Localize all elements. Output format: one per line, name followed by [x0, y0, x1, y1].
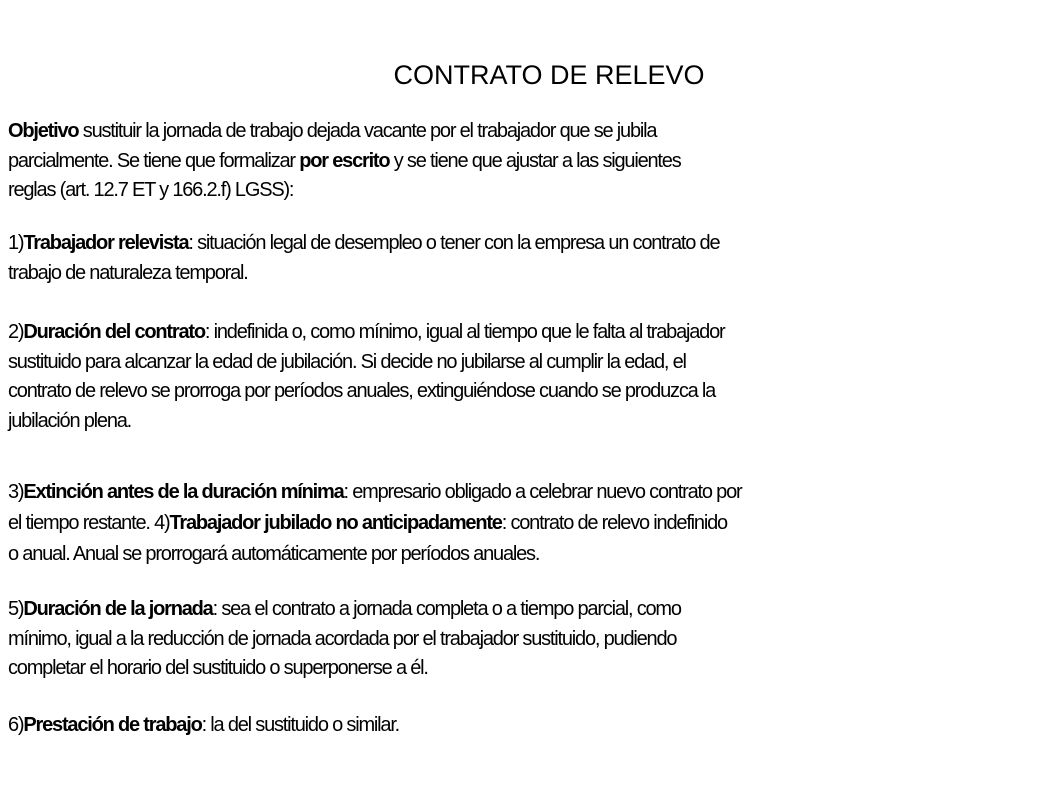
- rule-2-line-1: [8, 318, 1054, 348]
- rule-5-line-2: mínimo, igual a la reducción de jornada acordada por el trabajador sustituido, pudiendo: [8, 627, 677, 650]
- rule-2-text-1: : indefinida o, como mínimo, igual al tiempo que le falta al trabajador: [204, 321, 725, 343]
- rule-6-line-1: [8, 711, 1054, 741]
- rule-3-term: Extinción antes de la duración mínima: [23, 481, 344, 503]
- rule-6-paragraph: [8, 711, 1054, 741]
- rule-5-line-1: [8, 595, 1054, 625]
- rule-1-number: 1): [8, 232, 24, 254]
- rule-2-term: Duración del contrato: [23, 321, 205, 343]
- rule-1-line-2: trabajo de naturaleza temporal.: [8, 261, 248, 284]
- objetivo-line-2: [8, 147, 1054, 177]
- rule-5-paragraph: [8, 595, 1054, 684]
- rule-6-term: Prestación de trabajo: [23, 714, 202, 736]
- slide-title: CONTRATO DE RELEVO: [393, 60, 705, 90]
- rule-2-number: 2): [8, 321, 24, 343]
- rule-4-number: 4): [154, 512, 170, 534]
- rule-4-line-3: o anual. Anual se prorrogará automáticamente por períodos anuales.: [8, 543, 540, 565]
- objetivo-term: Objetivo: [8, 120, 79, 142]
- objetivo-line-1: [8, 117, 1054, 147]
- rule-3-paragraph: [8, 477, 1054, 570]
- rule-1-text-1: : situación legal de desempleo o tener con la empresa un contrato de: [188, 232, 720, 254]
- rule-2-line-3: contrato de relevo se prorroga por períodos anuales, extinguiéndose cuando se produzca la: [8, 380, 716, 402]
- rule-1-paragraph: [8, 229, 1054, 288]
- rule-2-line-4: jubilación plena.: [8, 409, 132, 432]
- rule-6-text-1: : la del sustituido o similar.: [201, 714, 400, 736]
- rule-2-paragraph: [8, 318, 1054, 436]
- rule-3-line-1: [8, 477, 1054, 508]
- objetivo-text-2a: parcialmente. Se tiene que formalizar: [8, 149, 300, 172]
- rule-3-number: 3): [8, 481, 24, 503]
- rule-2-line-2: sustituido para alcanzar la edad de jubilación. Si decide no jubilarse al cumplir la edad, el: [8, 350, 686, 373]
- rule-5-number: 5): [8, 598, 24, 620]
- objetivo-por-escrito: por escrito: [299, 149, 390, 172]
- rule-4-text: : contrato de relevo indefinido: [501, 512, 727, 534]
- objetivo-paragraph: [8, 117, 1054, 206]
- rule-3-text-2a: el tiempo restante.: [8, 512, 155, 534]
- rule-5-term: Duración de la jornada: [23, 598, 213, 620]
- rule-5-line-3: completar el horario del sustituido o superponerse a él.: [8, 657, 428, 679]
- rule-5-text-1: : sea el contrato a jornada completa o a tiempo parcial, como: [212, 598, 681, 620]
- objetivo-text-2c: y se tiene que ajustar a las siguientes: [389, 149, 681, 172]
- objetivo-line-3: reglas (art. 12.7 ET y 166.2.f) LGSS):: [8, 179, 294, 201]
- rule-4-term: Trabajador jubilado no anticipadamente: [169, 512, 502, 534]
- objetivo-text-1: sustituir la jornada de trabajo dejada vacante por el trabajador que se jubila: [78, 120, 657, 142]
- rule-6-number: 6): [8, 714, 24, 736]
- rule-1-term: Trabajador relevista: [23, 232, 189, 254]
- rule-3-line-2: [8, 508, 1054, 539]
- rule-3-text-1: : empresario obligado a celebrar nuevo contrato por: [343, 481, 742, 503]
- rule-1-line-1: [8, 229, 1054, 259]
